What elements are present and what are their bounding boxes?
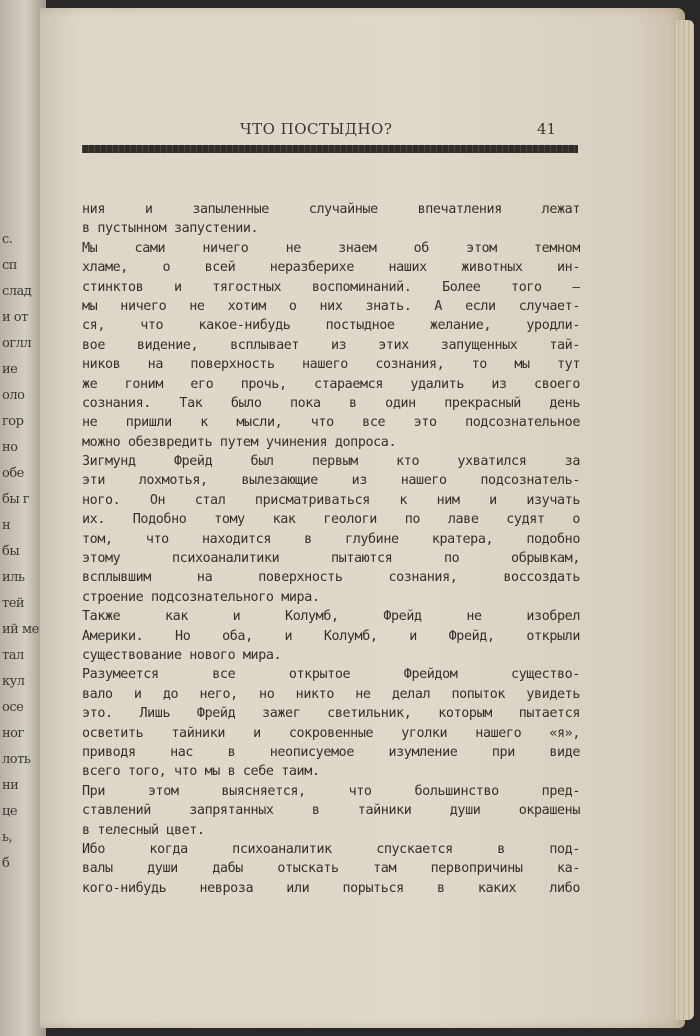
- left-page-fragment: бы г: [2, 492, 30, 507]
- text-line: всего того, что мы в себе таим.: [82, 764, 320, 780]
- text-line: мы ничего не хотим о них знать. А если случает-: [82, 298, 580, 314]
- text-line: этому психоаналитики пытаются по обрывкам,: [82, 551, 580, 567]
- text-line: эти лохмотья, вылезающие из нашего подсознатель-: [82, 473, 580, 489]
- left-page-fragment: и от: [2, 310, 28, 325]
- left-page-fragment: лоть: [2, 752, 31, 767]
- text-line: том, что находится в глубине кратера, подобно: [82, 531, 580, 547]
- text-line: ставлений запрятанных в тайники души окрашены: [82, 803, 580, 819]
- text-line: в пустынном запустении.: [82, 221, 259, 237]
- left-page-fragment: тей: [2, 596, 25, 611]
- text-line: ного. Он стал присматриваться к ним и изучать: [82, 492, 580, 508]
- text-line: ников на поверхность нашего сознания, то мы тут: [82, 357, 580, 373]
- text-line: валы души дабы отыскать там первопричины ка-: [82, 861, 580, 877]
- text-line: вало и до него, но никто не делал попыток увидеть: [82, 686, 580, 702]
- left-page-fragment: оло: [2, 388, 25, 403]
- left-page-fragment: тал: [2, 648, 24, 663]
- text-line: хламе, о всей неразберихе наших животных ин-: [82, 260, 580, 276]
- text-line: строение подсознательного мира.: [82, 589, 320, 605]
- text-line: вое видение, всплывает из этих запущенных тай-: [82, 337, 580, 353]
- text-line: это. Лишь Фрейд зажег светильник, которым пытается: [82, 706, 580, 722]
- left-page-fragment: ий ме: [2, 622, 39, 637]
- text-line: кого-нибудь невроза или порыться в каких либо: [82, 880, 580, 896]
- text-line: не пришли к мысли, что все это подсознательное: [82, 415, 580, 431]
- left-page-fragment: осе: [2, 700, 24, 715]
- left-page-fragment: кул: [2, 674, 25, 689]
- text-line: Зигмунд Фрейд был первым кто ухватился за: [82, 454, 580, 470]
- left-page-fragment: ь,: [2, 830, 13, 845]
- left-page-fragment: с.: [2, 232, 13, 247]
- text-line: же гоним его прочь, стараемся удалить из своего: [82, 376, 580, 392]
- left-page-fragment: оглл: [2, 336, 32, 351]
- text-line: сознания. Так было пока в один прекрасный день: [82, 395, 580, 411]
- text-line: существование нового мира.: [82, 647, 282, 663]
- left-page-fragment: гор: [2, 414, 24, 429]
- left-page-fragment: бы: [2, 544, 20, 559]
- page-stack-edge: [676, 20, 694, 1020]
- text-line: ся, что какое-нибудь постыдное желание, уродли-: [82, 318, 580, 334]
- text-line: можно обезвредить путем учинения допроса.: [82, 434, 397, 450]
- body-text: [82, 200, 580, 898]
- left-page-fragment: сп: [2, 258, 17, 273]
- left-page-fragment: н: [2, 518, 11, 533]
- text-line: приводя нас в неописуемое изумление при виде: [82, 744, 580, 760]
- left-page-fragment: б: [2, 856, 10, 871]
- text-line: Разумеется все открытое Фрейдом существо-: [82, 667, 580, 683]
- left-page-fragment: иль: [2, 570, 25, 585]
- left-page-fragment: це: [2, 804, 18, 819]
- left-page-fragment: обе: [2, 466, 24, 481]
- book-page: [40, 8, 685, 1028]
- text-line: в телесный цвет.: [82, 822, 205, 838]
- left-page-fragment: ие: [2, 362, 18, 377]
- running-head: [40, 120, 580, 146]
- left-page-fragment: но: [2, 440, 18, 455]
- header-rule: [82, 145, 578, 153]
- text-line: Мы сами ничего не знаем об этом темном: [82, 240, 580, 256]
- running-head-title: ЧТО ПОСТЫДНО?: [240, 120, 393, 138]
- text-line: ния и запыленные случайные впечатления лежат: [82, 202, 580, 217]
- text-line: Ибо когда психоаналитик спускается в под-: [82, 841, 580, 857]
- text-line: их. Подобно тому как геологи по лаве судят о: [82, 512, 580, 528]
- text-line: Америки. Но оба, и Колумб, и Фрейд, открыли: [82, 628, 580, 644]
- left-page-fragment: слад: [2, 284, 32, 299]
- left-page-fragment: ног: [2, 726, 24, 741]
- page-number: 41: [537, 120, 557, 138]
- text-line: всплывшим на поверхность сознания, воссоздать: [82, 570, 580, 586]
- text-line: стинктов и тягостных воспоминаний. Более того —: [82, 279, 580, 295]
- text-line: осветить тайники и сокровенные уголки нашего «я»,: [82, 725, 580, 741]
- left-page-fragment: ни: [2, 778, 19, 793]
- text-line: При этом выясняется, что большинство пред-: [82, 783, 580, 799]
- text-line: Также как и Колумб, Фрейд не изобрел: [82, 609, 580, 625]
